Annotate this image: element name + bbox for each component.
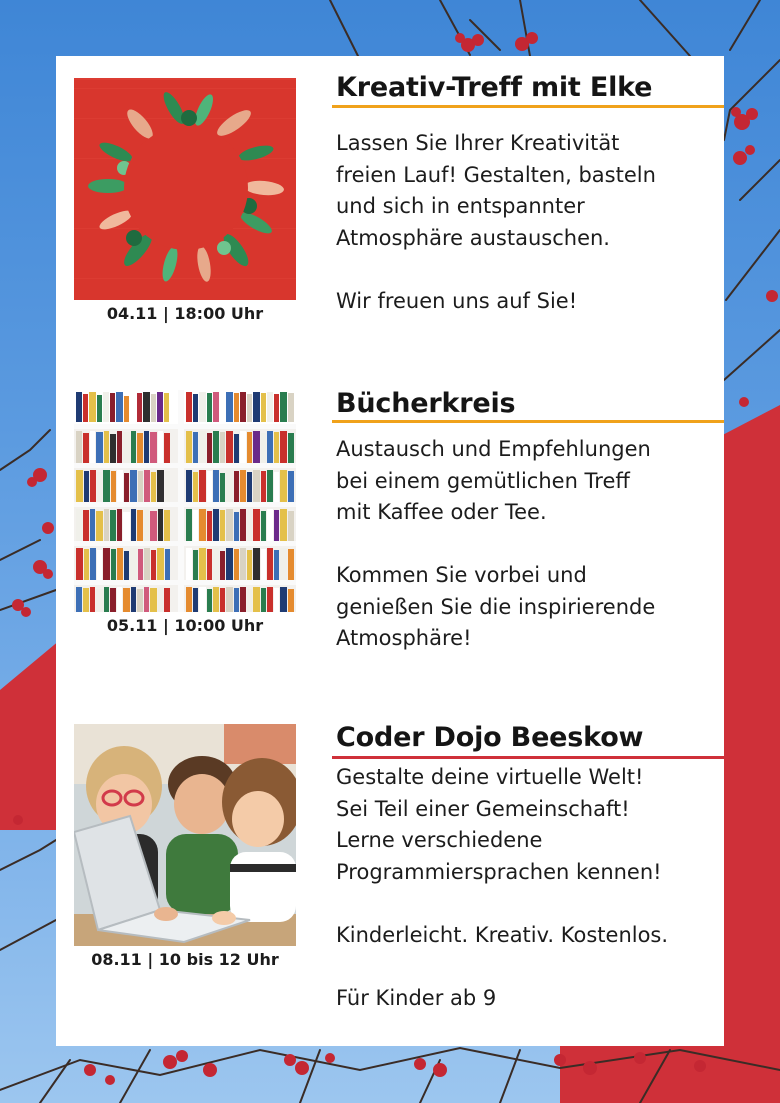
- text-line: Lerne verschiedene: [336, 828, 543, 852]
- event-card: [56, 56, 724, 1046]
- event-date: 05.11 | 10:00 Uhr: [106, 616, 264, 635]
- red-canvas-leaf-wreath-image: [74, 78, 296, 300]
- text-line: und sich in entspannter: [336, 194, 585, 218]
- text-line: Sei Teil einer Gemeinschaft!: [336, 796, 630, 821]
- event-description: [336, 762, 722, 1014]
- event-title: Bücherkreis: [336, 388, 516, 419]
- event-description: [336, 434, 722, 655]
- text-line: Gestalte deine virtuelle Welt!: [336, 765, 644, 789]
- title-underline: [332, 105, 724, 108]
- title-underline: [332, 756, 724, 759]
- text-line: genießen Sie die inspirierende: [336, 594, 656, 619]
- event-description: [336, 128, 722, 317]
- text-line: freien Lauf! Gestalten, basteln: [336, 162, 656, 187]
- text-line: Atmosphäre!: [336, 626, 472, 650]
- text-line: Kommen Sie vorbei und: [336, 563, 587, 587]
- text-line: Wir freuen uns auf Sie!: [336, 288, 578, 313]
- event-title: Coder Dojo Beeskow: [336, 722, 644, 753]
- text-line: Atmosphäre austauschen.: [336, 225, 610, 250]
- text-line: Lassen Sie Ihrer Kreativität: [336, 131, 620, 155]
- event-date: 08.11 | 10 bis 12 Uhr: [91, 950, 279, 969]
- text-line: Für Kinder ab 9: [336, 985, 497, 1010]
- text-line: Kinderleicht. Kreativ. Kostenlos.: [336, 922, 669, 947]
- text-line: Programmiersprachen kennen!: [336, 859, 662, 884]
- bookshelf-image: [74, 390, 296, 612]
- children-at-laptop-image: [74, 724, 296, 946]
- event-title: Kreativ-Treff mit Elke: [336, 72, 653, 103]
- title-underline: [332, 420, 724, 423]
- text-line: Austausch und Empfehlungen: [336, 437, 651, 461]
- text-line: bei einem gemütlichen Treff: [336, 468, 630, 493]
- event-date: 04.11 | 18:00 Uhr: [106, 304, 264, 323]
- text-line: mit Kaffee oder Tee.: [336, 500, 547, 524]
